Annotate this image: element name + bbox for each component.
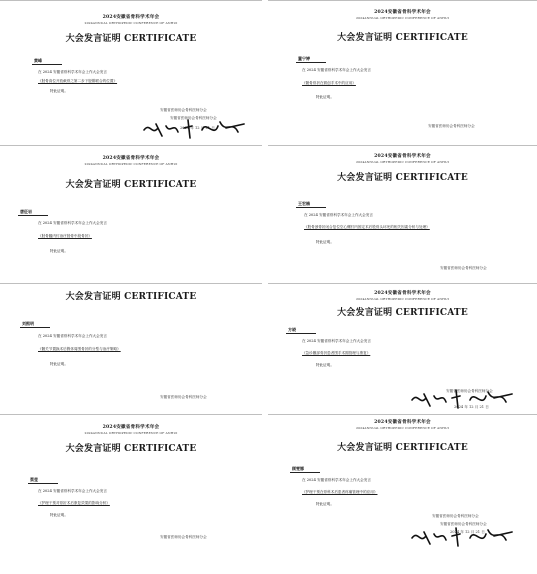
speech-statement: 在 2024 安徽省骨科学术年会上作大会发言 — [302, 68, 371, 72]
speaker-name: 顾雯娜 — [290, 466, 320, 473]
speaker-name: 方晓 — [286, 327, 316, 334]
certification-note: 特此证明。 — [316, 95, 334, 99]
conference-name-en: 2024ANNUAL ORTHOPEDIC CONFERENCE OF ANHUI — [84, 431, 178, 435]
issuing-organization-repeat: 安徽省医师协会骨科医师分会 — [440, 522, 487, 526]
certification-note: 特此证明。 — [316, 363, 334, 367]
certification-note: 特此证明。 — [316, 502, 334, 506]
issue-date: 2024 年 12 月 21 日 — [450, 530, 485, 534]
speech-statement: 在 2024 安徽省骨科学术年会上作大会发言 — [38, 221, 107, 225]
conference-name-cn: 2024安徽省骨科学术年会 — [374, 291, 431, 296]
certificate-card — [268, 0, 537, 145]
speaker-name: 黄峰 — [32, 58, 62, 65]
conference-name-cn: 2024安徽省骨科学术年会 — [102, 15, 160, 20]
speaker-name: 蔡莹 — [28, 477, 58, 484]
speaker-name: 王宏楠 — [296, 201, 326, 208]
signature — [140, 112, 250, 142]
certificate-title: 大会发言证明 CERTIFICATE — [337, 308, 468, 318]
speech-statement: 在 2024 安徽省骨科学术年会上作大会发言 — [302, 478, 371, 482]
certificate-card — [0, 283, 262, 414]
issuing-organization-repeat: 安徽省医师协会骨科医师分会 — [170, 116, 217, 120]
issuing-organization: 安徽省医师协会骨科医师分会 — [160, 395, 207, 399]
certification-note: 特此证明。 — [50, 362, 68, 366]
speech-topic: 《急诊髋部骨折患者围手术期管理与康复》 — [302, 351, 371, 355]
conference-name-en: 2024ANNUAL ORTHOPEDIC CONFERENCE OF ANHUI — [356, 297, 449, 301]
certificate-title: 大会发言证明 CERTIFICATE — [65, 292, 197, 302]
issuing-organization: 安徽省医师协会骨科医师分会 — [160, 535, 207, 539]
conference-name-en: 2024ANNUAL ORTHOPEDIC CONFERENCE OF ANHUI — [84, 162, 178, 166]
issuing-organization: 安徽省医师协会骨科医师分会 — [432, 514, 479, 518]
certification-note: 特此证明。 — [50, 249, 68, 253]
certification-note: 特此证明。 — [50, 89, 68, 93]
speech-statement: 在 2024 安徽省骨科学术年会上作大会发言 — [38, 334, 107, 338]
speaker-name: 刘熙明 — [20, 321, 50, 328]
certificate-card — [268, 283, 537, 414]
certificate-card — [0, 145, 262, 283]
conference-name-cn: 2024安徽省骨科学术年会 — [374, 10, 431, 15]
issuing-organization: 安徽省医师协会骨科医师分会 — [440, 266, 487, 270]
conference-name-cn: 2024安徽省骨科学术年会 — [102, 425, 160, 430]
speaker-name: 董宁婷 — [296, 56, 326, 63]
certification-note: 特此证明。 — [50, 513, 68, 517]
issue-date: 2024 年 12 月 21 日 — [180, 126, 215, 130]
speech-topic: 《股骨颈骨折闭合复位空心螺钉内固定术后股骨头坏死的相关因素分析与处理》 — [304, 225, 430, 229]
conference-name-en: 2024ANNUAL ORTHOPEDIC CONFERENCE OF ANHUI — [84, 21, 178, 25]
speech-statement: 在 2024 安徽省骨科学术年会上作大会发言 — [304, 213, 373, 217]
certificate-card — [268, 414, 537, 574]
certificate-card — [0, 414, 262, 574]
speech-statement: 在 2024 安徽省骨科学术年会上作大会发言 — [302, 339, 371, 343]
conference-name-en: 2024ANNUAL ORTHOPEDIC CONFERENCE OF ANHUI — [356, 16, 449, 20]
signature — [408, 520, 518, 550]
certificate-title: 大会发言证明 CERTIFICATE — [65, 444, 197, 454]
conference-name-en: 2024ANNUAL ORTHOPEDIC CONFERENCE OF ANHUI — [356, 160, 449, 164]
issuing-organization: 安徽省医师协会骨科医师分会 — [428, 124, 475, 128]
issuing-organization: 安徽省医师协会骨科医师分会 — [446, 389, 493, 393]
conference-name-en: 2024ANNUAL ORTHOPEDIC CONFERENCE OF ANHUI — [356, 426, 449, 430]
speech-topic: 《护理干预在骨科术后患者疼痛管理中的应用》 — [302, 490, 378, 494]
speech-topic: 《髋关节置换术后假体周围骨折的分型与治疗策略》 — [38, 347, 121, 351]
certificate-title: 大会发言证明 CERTIFICATE — [65, 180, 197, 190]
certificate-title: 大会发言证明 CERTIFICATE — [337, 33, 468, 43]
certificate-title: 大会发言证明 CERTIFICATE — [337, 173, 468, 183]
speech-topic: 《胫骨高位开放截骨之第二步下胫腓联合的位置》 — [38, 79, 118, 83]
speech-statement: 在 2024 安徽省骨科学术年会上作大会发言 — [38, 70, 107, 74]
conference-name-cn: 2024安徽省骨科学术年会 — [374, 420, 431, 425]
speech-topic: 《护理干预对骨折术后康复效果的影响分析》 — [38, 501, 110, 505]
speaker-name: 唐征岩 — [18, 209, 48, 216]
issuing-organization: 安徽省医师协会骨科医师分会 — [160, 108, 207, 112]
certificate-title: 大会发言证明 CERTIFICATE — [65, 34, 197, 44]
signature — [408, 382, 518, 410]
certificate-card — [0, 0, 262, 145]
conference-name-cn: 2024安徽省骨科学术年会 — [374, 154, 431, 159]
issue-date: 2024 年 12 月 21 日 — [454, 405, 489, 409]
certificate-title: 大会发言证明 CERTIFICATE — [337, 443, 468, 453]
conference-name-cn: 2024安徽省骨科学术年会 — [102, 156, 160, 161]
certification-note: 特此证明。 — [316, 240, 334, 244]
certificate-card — [268, 145, 537, 283]
speech-statement: 在 2024 安徽省骨科学术年会上作大会发言 — [38, 489, 107, 493]
speech-topic: 《胫骨髓内钉治疗胫骨中段骨折》 — [38, 234, 92, 238]
speech-topic: 《骶骨骨折在微创手术中的应用》 — [302, 81, 356, 85]
